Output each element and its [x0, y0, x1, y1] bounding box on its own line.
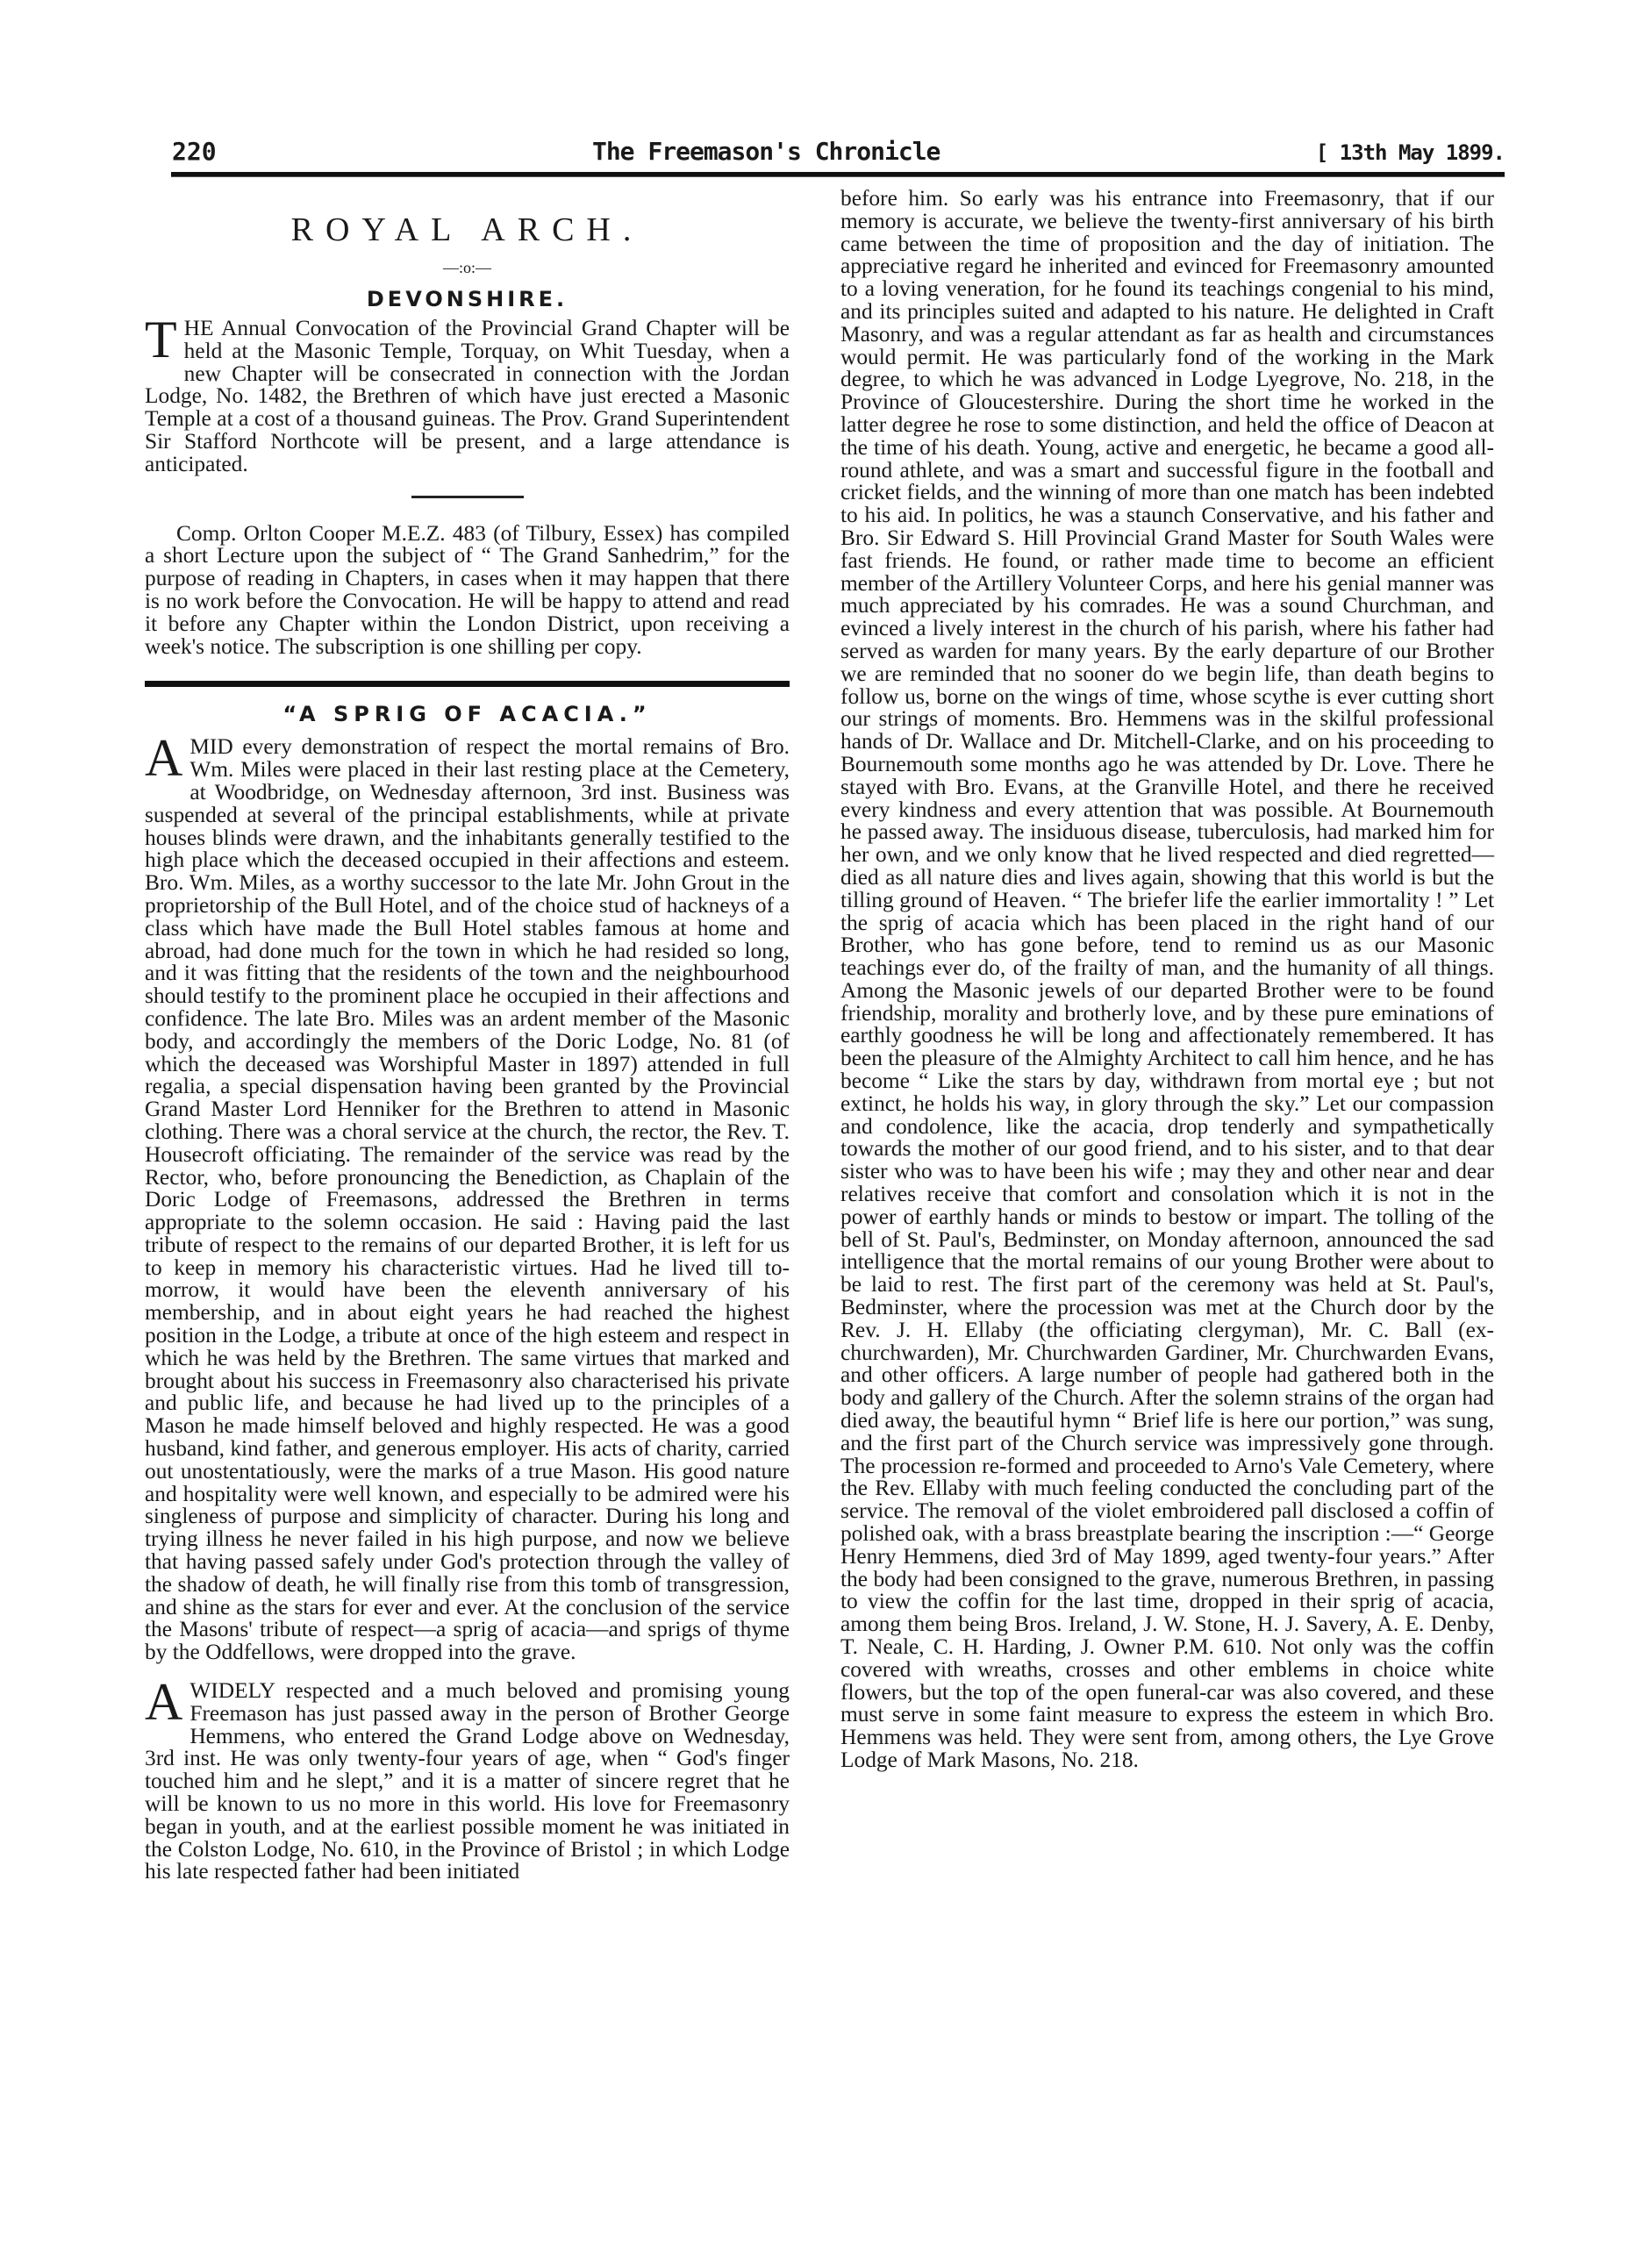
- drop-cap: A: [145, 1673, 183, 1732]
- drop-cap: A: [145, 729, 183, 788]
- journal-title: The Freemason's Chronicle: [591, 137, 940, 166]
- subsection-title-devonshire: DEVONSHIRE.: [366, 287, 569, 311]
- drop-cap: T: [145, 311, 177, 368]
- miles-obituary-paragraph: [145, 729, 790, 1665]
- article-title-acacia: “A SPRIG OF ACACIA.”: [282, 702, 652, 727]
- heavy-divider: [145, 681, 790, 687]
- devonshire-text: HE Annual Convocation of the Provincial Grand Chapter will be held at the Masonic Temple, Torquay, on Whit Tuesday, when a new Chapter will be consecrated in connection with the Jordan Lodge, No. 1482, the Brethren of which have just erected a Masonic Temple at a cost of a thousand guineas. The Prov. Grand Superintendent Sir Stafford Northcote will be present, and a large attendance is anticipated.: [145, 316, 790, 476]
- masthead-rule: [171, 172, 1505, 177]
- section-title-royal-arch: ROYAL ARCH.: [290, 211, 644, 248]
- hemmens-obituary-text-left: WIDELY respected and a much beloved and promising young Freemason has just passed away in the person of Brother George Hemmens, who entered the Grand Lodge above on Wednesday, 3rd inst. He was only twenty-four years of age, when “ God's finger touched him and he slept,” and it is a matter of sincere regret that he will be known to us no more in this world. His love for Freemasonry began in youth, and at the earliest possible moment he was initiated in the Colston Lodge, No. 610, in the Province of Bristol ; in which Lodge his late respected father had been initiated: [145, 1678, 790, 1884]
- issue-date: [ 13th May 1899.: [1315, 140, 1505, 165]
- ornament-divider: —:o:—: [442, 259, 491, 276]
- left-column: [145, 184, 790, 1884]
- masthead: [172, 137, 1505, 170]
- right-column: [840, 188, 1494, 1772]
- devonshire-paragraph: [145, 311, 790, 476]
- lecture-notice: Comp. Orlton Cooper M.E.Z. 483 (of Tilbury, Essex) has compiled a short Lecture upon the subject of “ The Grand Sanhedrim,” for the purpose of reading in Chapters, in cases when it may happen that there is no work before the Convocation. He will be happy to attend and read it before any Chapter within the London District, upon receiving a week's notice. The subscription is one shilling per copy.: [145, 520, 790, 659]
- miles-obituary-text: MID every demonstration of respect the mortal remains of Bro. Wm. Miles were placed in their last resting place at the Cemetery, at Woodbridge, on Wednesday afternoon, 3rd inst. Business was suspended at several of the principal establishments, while at private houses blinds were drawn, and the inhabitants generally testified to the high place which the deceased occupied in their affections and esteem. Bro. Wm. Miles, as a worthy successor to the late Mr. John Grout in the proprietorship of the Bull Hotel, and of the choice stud of hackneys of a class which have made the Bull Hotel stables famous at home and abroad, had done much for the town in which he had resided so long, and it was fitting that the residents of the town and the neighbourhood should testify to the prominent place he occupied in their affections and confidence. The late Bro. Miles was an ardent member of the Masonic body, and accordingly the members of the Doric Lodge, No. 81 (of which the deceased was Worshipful Master in 1897) attended in full regalia, a special dispensation having been granted by the Provincial Grand Master Lord Henniker for the Brethren to attend in Masonic clothing. There was a choral service at the church, the rector, the Rev. T. Housecroft officiating. The remainder of the service was read by the Rector, who, before pronouncing the Benediction, as Chaplain of the Doric Lodge of Freemasons, addressed the Brethren in terms appropriate to the solemn occasion. He said : Having paid the last tribute of respect to the remains of our departed Brother, it is left for us to keep in memory his characteristic virtues. Had he lived till to-morrow, it would have been the eleventh anniversary of his membership, and in about eight years he had reached the highest position in the Lodge, a tribute at once of the high esteem and respect in which he was held by the Brethren. The same virtues that marked and brought about his success in Freemasonry also characterised his private and public life, and because he had lived up to the principles of a Mason he made himself beloved and highly respected. He was a good husband, kind father, and generous employer. His acts of charity, carried out unostentatiously, were the marks of a true Mason. His good nature and hospitality were well known, and especially to be admired were his singleness of purpose and simplicity of character. During his long and trying illness he never failed in his high purpose, and now we believe that having passed safely under God's protection through the valley of the shadow of death, he will finally rise from this tomb of transgression, and shine as the stars for ever and ever. At the conclusion of the service the Masons' tribute of respect—a sprig of acacia—and sprigs of thyme by the Oddfellows, were dropped into the grave.: [145, 734, 790, 1665]
- page-number: 220: [172, 137, 217, 166]
- hemmens-obituary-paragraph: [145, 1673, 790, 1884]
- hemmens-obituary-continued: before him. So early was his entrance into Freemasonry, that if our memory is accurate, we believe the twenty-first anniversary of his birth came between the time of proposition and the day of initiation. The appreciative regard he inherited and evinced for Freemasonry amounted to a loving veneration, for he found its teachings congenial to his mind, and its principles suited and adapted to his nature. He delighted in Craft Masonry, and was a regular attendant as far as health and circumstances would permit. He was particularly fond of the working in the Mark degree, to which he was advanced in Lodge Lyegrove, No. 218, in the Province of Gloucestershire. During the short time he worked in the latter degree he rose to some distinction, and held the office of Deacon at the time of his death. Young, active and energetic, he became a good all-round athlete, and was a smart and successful figure in the football and cricket fields, and the winning of more than one match has been indebted to his aid. In politics, he was a staunch Conservative, and his father and Bro. Sir Edward S. Hill Provincial Grand Master for South Wales were fast friends. He found, or rather made time to become an efficient member of the Artillery Volunteer Corps, and here his genial manner was much appreciated by his comrades. He was a sound Churchman, and evinced a lively interest in the church of his parish, where his father had served as warden for many years. By the early departure of our Brother we are reminded that no sooner do we begin life, than death begins to follow us, borne on the wings of time, whose scythe is ever cutting short our strings of moments. Bro. Hemmens was in the skilful professional hands of Dr. Wallace and Dr. Mitchell-Clarke, and on his proceeding to Bournemouth some months ago he was attended by Dr. Love. There he stayed with Bro. Evans, at the Granville Hotel, and there he received every kindness and every attention that was possible. At Bournemouth he passed away. The insiduous disease, tuberculosis, had marked him for her own, and we only know that he lived respected and died regretted—died as all nature dies and lives again, showing that this world is but the tilling ground of Heaven. “ The briefer life the earlier immortality ! ” Let the sprig of acacia which has been placed in the right hand of our Brother, who has gone before, tend to remind us as our Masonic teachings ever do, of the frailty of man, and the humanity of all things. Among the Masonic jewels of our departed Brother were to be found friendship, morality and brotherly love, and by these pure eminations of earthly goodness he will be long and affectionately remembered. It has been the pleasure of the Almighty Architect to call him hence, and he has become “ Like the stars by day, withdrawn from mortal eye ; but not extinct, he holds his way, in glory through the sky.” Let our compassion and condolence, like the acacia, drop tenderly and sympathetically towards the mother of our good friend, and to his sister, and to that dear sister who was to have been his wife ; may they and other near and dear relatives receive that comfort and consolation which it is not in the power of earthly hands or minds to bestow or impart. The tolling of the bell of St. Paul's, Bedminster, on Monday afternoon, announced the sad intelligence that the mortal remains of our young Brother were about to be laid to rest. The first part of the ceremony was held at St. Paul's, Bedminster, where the procession was met at the Church door by the Rev. J. H. Ellaby (the officiating clergyman), Mr. C. Ball (ex-churchwarden), Mr. Churchwarden Gardiner, Mr. Churchwarden Evans, and other officers. A large number of people had gathered both in the body and gallery of the Church. After the solemn strains of the organ had died away, the beautiful hymn “ Brief life is here our portion,” was sung, and the first part of the Church service was impressively gone through. The procession re-formed and proceeded to Arno's Vale Cemetery, where the Rev. Ellaby with much feeling conducted the concluding part of the service. The removal of the violet embroidered pall disclosed a coffin of polished oak, with a brass breastplate bearing the inscription :—“ George Henry Hemmens, died 3rd of May 1899, aged twenty-four years.” After the body had been consigned to the grave, numerous Brethren, in passing to view the coffin for the last time, dropped in their sprig of acacia, among them being Bros. Ireland, J. W. Stone, H. J. Savery, A. E. Denby, T. Neale, C. H. Harding, J. Owner P.M. 610. Not only was the coffin covered with wreaths, crosses and other emblems in choice white flowers, but the top of the open funeral-car was also covered, and these must serve in some faint measure to express the esteem in which Bro. Hemmens was held. They were sent from, among others, the Lye Grove Lodge of Mark Masons, No. 218.: [840, 186, 1494, 1772]
- short-divider: [411, 496, 524, 498]
